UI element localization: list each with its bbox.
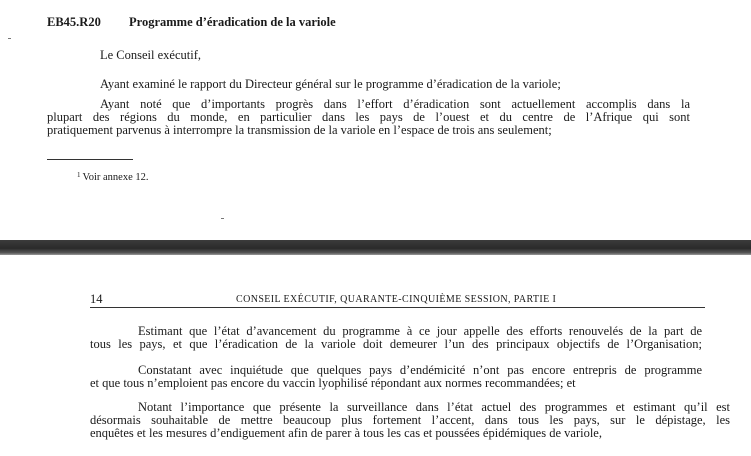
resolution-title: Programme d’éradication de la variole (129, 15, 336, 29)
paragraph-ayant-note (47, 98, 690, 137)
header-rule (90, 307, 705, 308)
text-line: Notant l’importance que présente la surveillance dans l’état actuel des programmes et estimant qu’il est (138, 400, 730, 414)
text-line: Estimant que l’état d’avancement du programme à ce jour appelle des efforts renouvelés de la part de (138, 324, 702, 338)
paragraph-ayant-examine (100, 78, 561, 91)
text-line: enquêtes et les mesures d’endiguement afin de parer à tous les cas et poussées épidémiques de variole, (90, 426, 602, 440)
running-title: CONSEIL EXÉCUTIF, QUARANTE-CINQUIÈME SESSION, PARTIE I (236, 294, 557, 305)
footnote-rule (47, 159, 133, 160)
text-line: pratiquement parvenus à interrompre la transmission de la variole en l’espace de trois ans seulement; (47, 123, 552, 137)
text-line: Ayant noté que d’importants progrès dans l’effort d’éradication sont actuellement accomplis dans la (100, 97, 690, 111)
paragraph-notant (90, 401, 730, 440)
text-line: et que tous n’emploient pas encore du vaccin lyophilisé répondant aux normes recommandées; et (90, 376, 576, 390)
paragraph-preamble (100, 49, 201, 62)
text-line: Constatant avec inquiétude que quelques pays d’endémicité n’ont pas encore entrepris de programme (138, 363, 702, 377)
scan-speck (8, 38, 11, 39)
text-line: Ayant examiné le rapport du Directeur général sur le programme d’éradication de la variole; (100, 77, 561, 91)
bottom-page (0, 255, 751, 456)
footnote (77, 171, 149, 183)
text-line: tous les pays, et que l’éradication de la variole doit demeurer l’un des principaux objectifs de l’Organisation; (90, 337, 702, 351)
footnote-text: Voir annexe 12. (82, 172, 149, 183)
scan-speck (221, 218, 224, 219)
text-line: Le Conseil exécutif, (100, 48, 202, 62)
page-separator (0, 240, 751, 255)
resolution-code: EB45.R20 (47, 15, 101, 29)
resolution-header (47, 15, 336, 30)
page-number: 14 (90, 292, 103, 306)
text-line: désormais souhaitable de mettre beaucoup plus fortement l’accent, dans tous les pays, sur le dépistage, les (90, 413, 730, 427)
paragraph-constatant (90, 364, 702, 390)
footnote-marker: 1 (77, 171, 81, 179)
text-line: plupart des régions du monde, en particulier dans les pays de l’ouest et du centre de l’Afrique qui sont (47, 110, 690, 124)
paragraph-estimant (90, 325, 702, 351)
